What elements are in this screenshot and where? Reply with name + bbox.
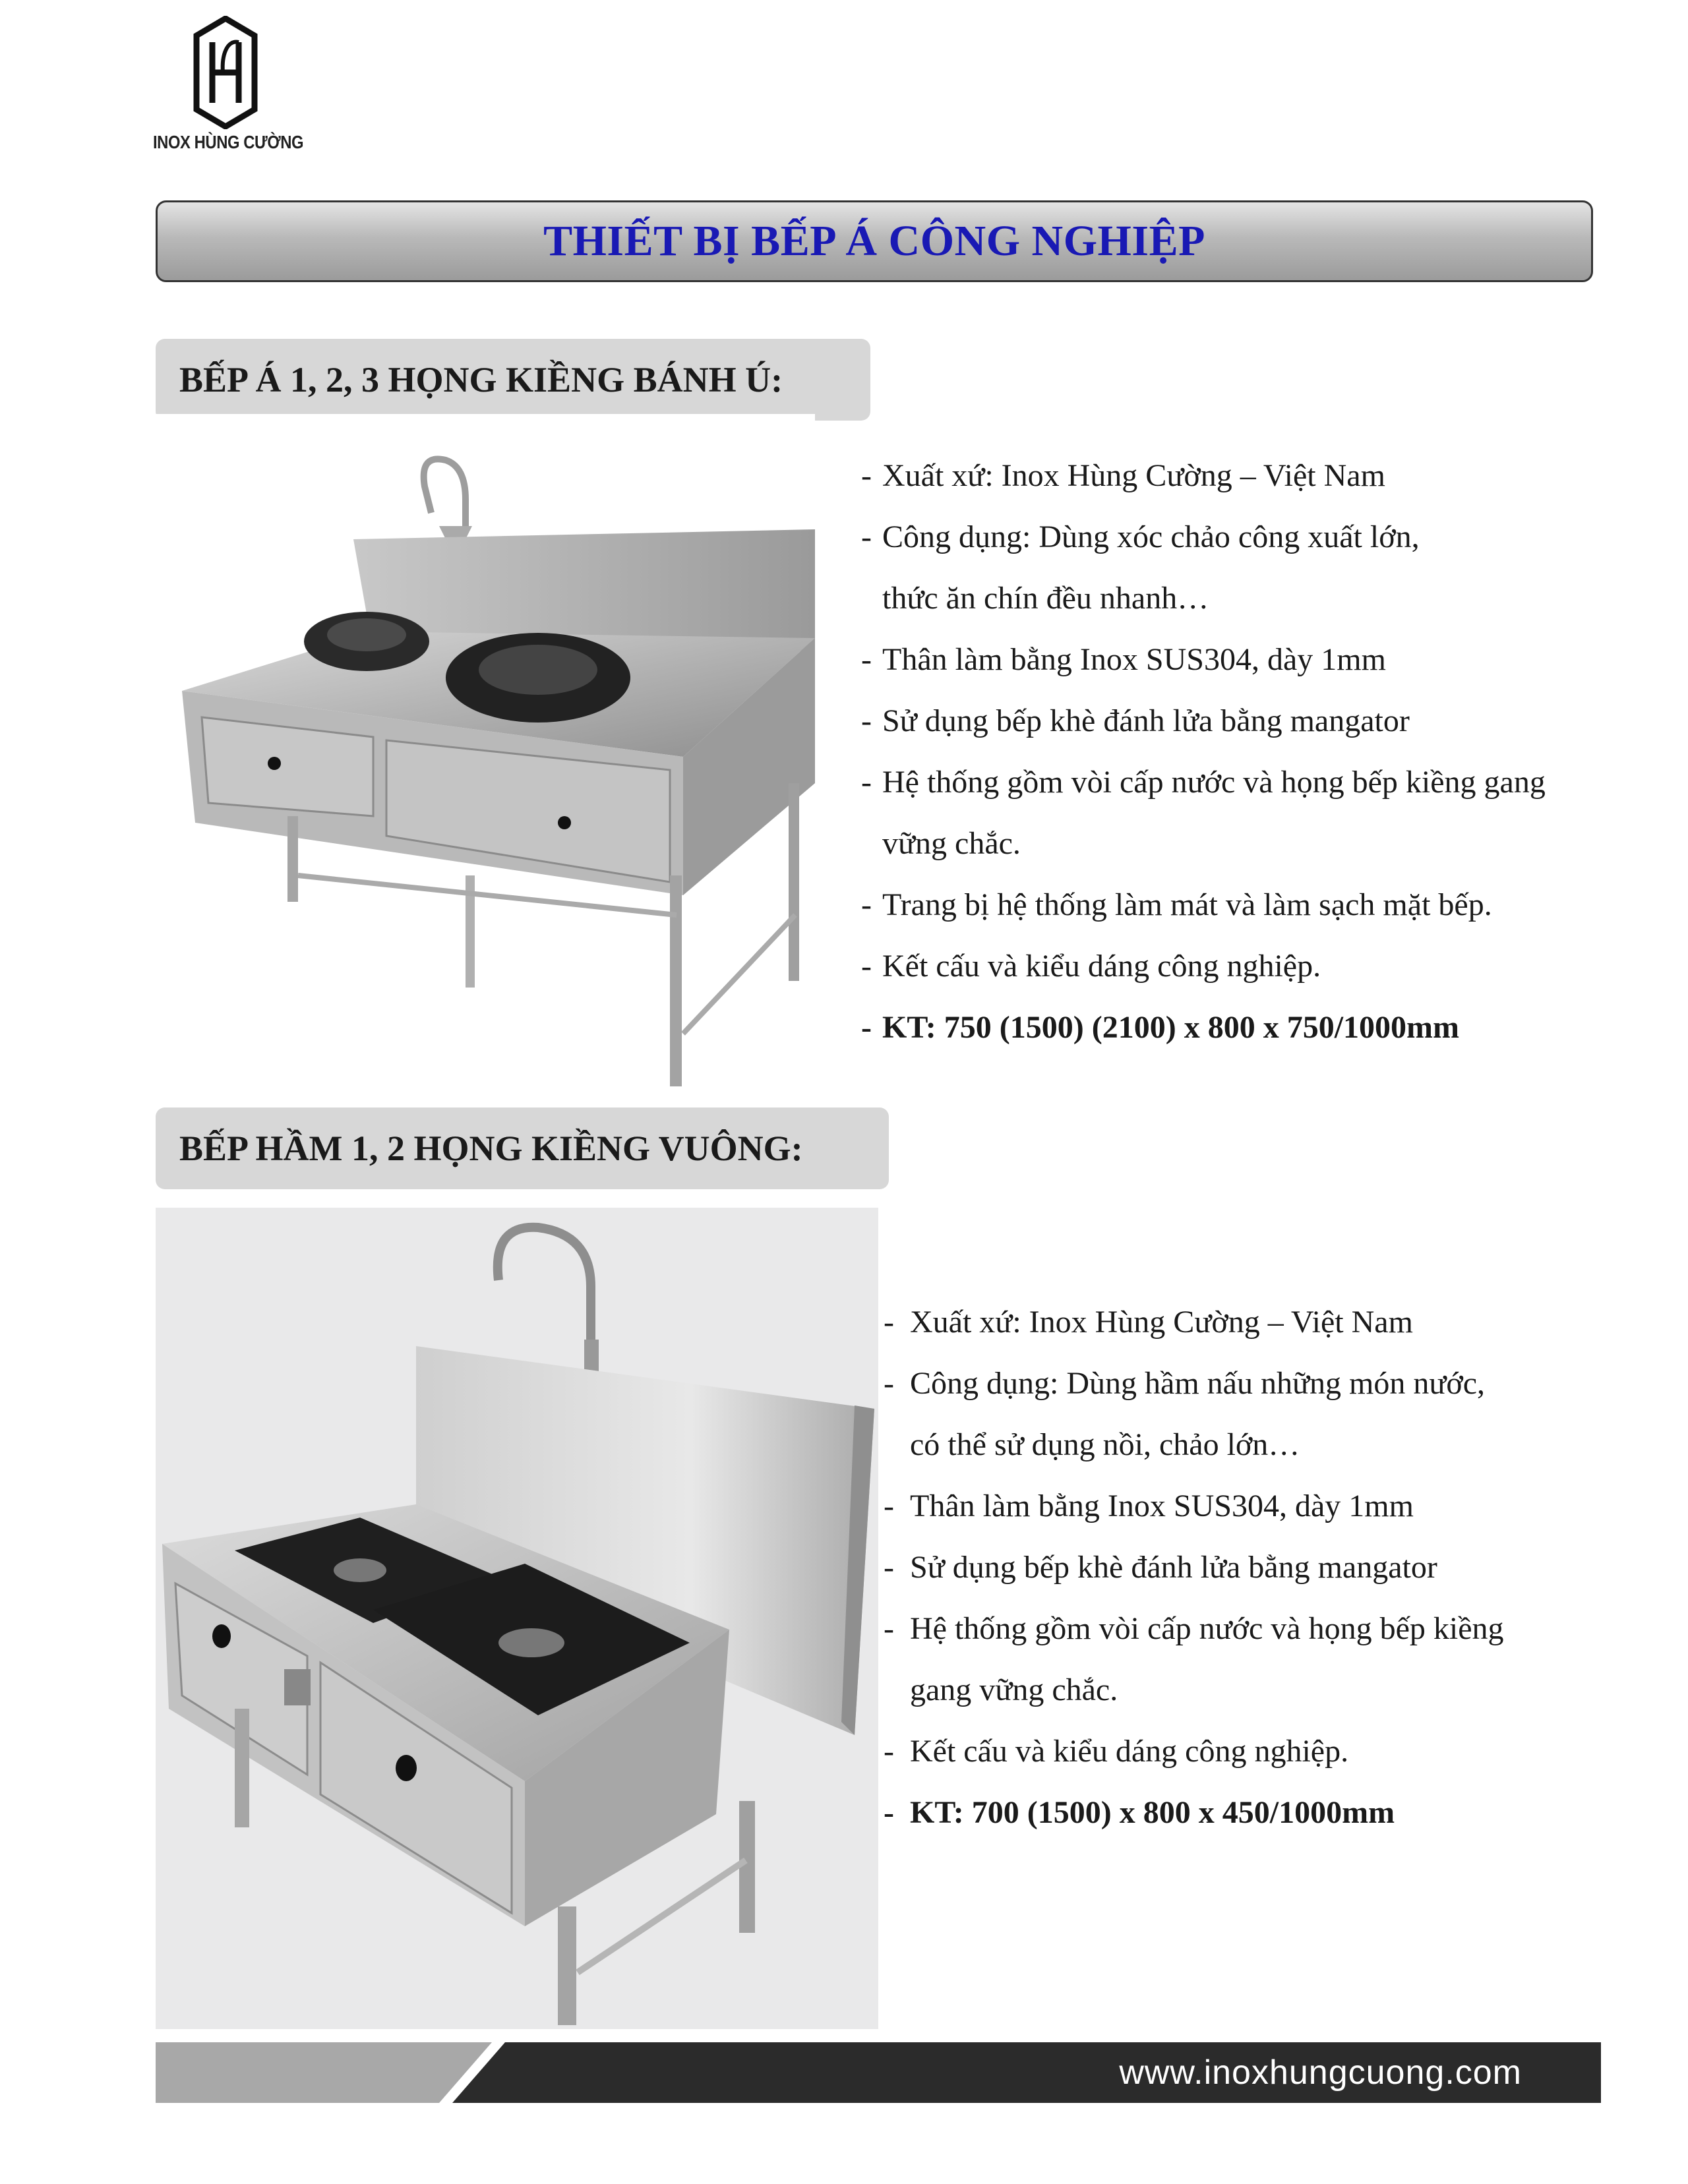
list-item: - Công dụng: Dùng hầm nấu những món nước, [884, 1366, 1486, 1401]
list-item: - KT: 700 (1500) x 800 x 450/1000mm [884, 1795, 1395, 1830]
hc-monogram-icon [193, 16, 258, 129]
spec-list-wok-stove [861, 456, 1652, 1069]
list-item: - Xuất xứ: Inox Hùng Cường – Việt Nam [861, 458, 1385, 493]
list-item: - Hệ thống gồm vòi cấp nước và họng bếp kiềng gang [861, 765, 1546, 800]
section-header-wok-stove: BẾP Á 1, 2, 3 HỌNG KIỀNG BÁNH Ú: [156, 339, 870, 421]
spec-list-stew-stove [884, 1303, 1609, 1854]
footer-bar [156, 2042, 1601, 2103]
list-item: - Kết cấu và kiểu dáng công nghiệp. [884, 1734, 1349, 1769]
product-image-wok-stove [156, 414, 815, 1086]
website-link[interactable]: www.inoxhungcuong.com [1119, 2053, 1522, 2092]
list-item: - Thân làm bằng Inox SUS304, dày 1mm [861, 642, 1386, 677]
list-item: gang vững chắc. [910, 1672, 1118, 1707]
list-item: - Xuất xứ: Inox Hùng Cường – Việt Nam [884, 1305, 1413, 1340]
product-image-stew-stove [156, 1208, 878, 2029]
list-item: vững chắc. [882, 826, 1021, 861]
list-item: - Thân làm bằng Inox SUS304, dày 1mm [884, 1489, 1414, 1523]
list-item: có thể sử dụng nồi, chảo lớn… [910, 1427, 1300, 1462]
main-banner [156, 200, 1593, 282]
list-item: - Hệ thống gồm vòi cấp nước và họng bếp kiềng [884, 1611, 1504, 1646]
list-item: - Công dụng: Dùng xóc chảo công xuất lớn, [861, 519, 1420, 554]
brand-logo [153, 16, 305, 161]
list-item: - Sử dụng bếp khè đánh lửa bằng mangator [861, 703, 1410, 738]
list-item: thức ăn chín đều nhanh… [882, 581, 1209, 616]
logo-text: INOX HÙNG CƯỜNG [153, 132, 304, 152]
list-item: - Kết cấu và kiểu dáng công nghiệp. [861, 949, 1321, 984]
list-item: - Trang bị hệ thống làm mát và làm sạch mặt bếp. [861, 887, 1492, 922]
page-title: THIẾT BỊ BẾP Á CÔNG NGHIỆP [543, 217, 1205, 265]
section-header-stew-stove: BẾP HẦM 1, 2 HỌNG KIỀNG VUÔNG: [156, 1107, 889, 1189]
list-item: - KT: 750 (1500) (2100) x 800 x 750/1000mm [861, 1010, 1460, 1045]
list-item: - Sử dụng bếp khè đánh lửa bằng mangator [884, 1550, 1437, 1585]
